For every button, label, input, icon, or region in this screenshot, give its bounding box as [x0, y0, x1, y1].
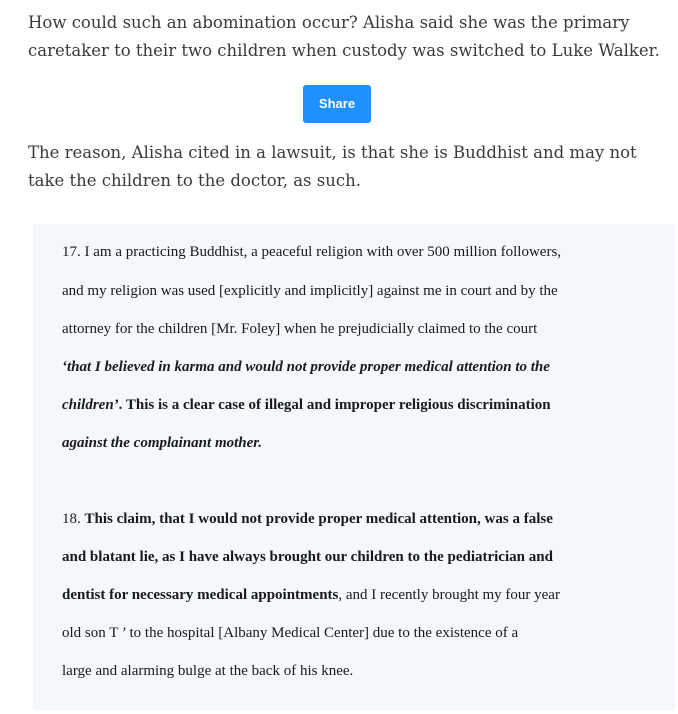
document-line-emphasis: children’ — [62, 397, 119, 413]
court-document-image — [33, 224, 675, 710]
document-line: 17. I am a practicing Buddhist, a peaceful religion with over 500 million followers, — [62, 244, 562, 260]
document-line: large and alarming bulge at the back of his knee. — [62, 663, 354, 679]
document-line: ‘that I believed in karma and would not provide proper medical attention to the — [62, 359, 550, 375]
document-line-bold: dentist for necessary medical appointments — [62, 587, 339, 603]
article-paragraph: The reason, Alisha cited in a lawsuit, is that she is Buddhist and may not take the children to the doctor, as such. — [28, 143, 637, 190]
share-button[interactable]: Share — [303, 85, 371, 123]
document-line — [62, 397, 662, 414]
document-item-number: 18. — [62, 511, 85, 527]
document-line: attorney for the children [Mr. Foley] when he prejudicially claimed to the court — [62, 321, 538, 337]
document-line: old son T ’ to the hospital [Albany Medical Center] due to the existence of a — [62, 625, 519, 641]
document-line: against the complainant mother. — [62, 435, 263, 451]
share-container — [0, 85, 678, 123]
article-paragraph: How could such an abomination occur? Alisha said she was the primary caretaker to their two children when custody was switched to Luke Walker. — [28, 13, 660, 60]
document-line — [62, 511, 662, 528]
document-line-rest: , and I recently brought my four year — [338, 587, 560, 603]
document-line-bold: This claim, that I would not provide proper medical attention, was a false — [84, 511, 553, 527]
document-line-bold: . This is a clear case of illegal and improper religious discrimination — [118, 397, 551, 413]
document-line: and blatant lie, as I have always brought our children to the pediatrician and — [62, 549, 553, 565]
document-line: and my religion was used [explicitly and implicitly] against me in court and by the — [62, 283, 558, 299]
document-line — [62, 587, 662, 604]
